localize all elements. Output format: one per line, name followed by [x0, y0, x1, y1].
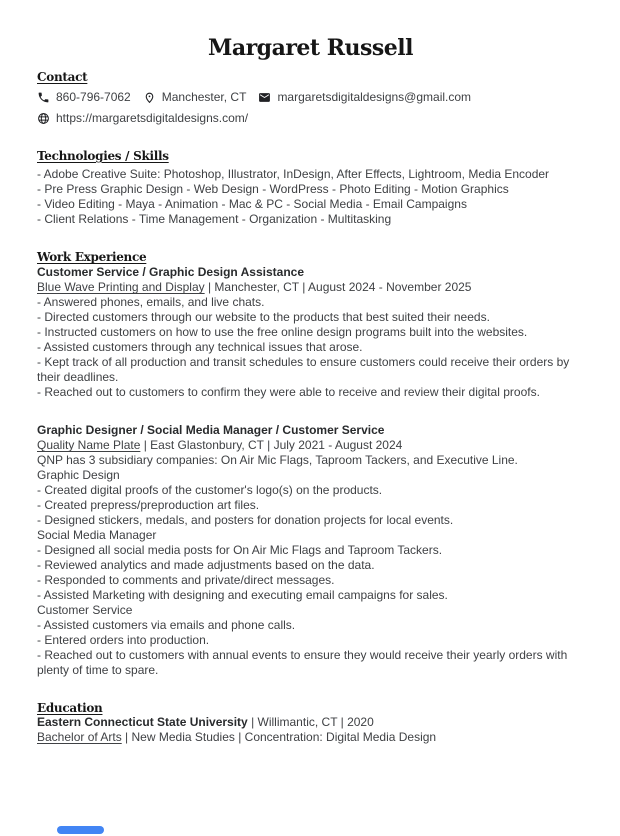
skills-heading: Technologies / Skills — [37, 149, 169, 163]
job-company-line — [37, 438, 584, 453]
job-bullet: - Kept track of all production and transit schedules to ensure customers could receive their orders by their deadlines. — [37, 355, 570, 384]
job-bullet: - Responded to comments and private/direct messages. — [37, 573, 335, 587]
job-bullet: - Designed all social media posts for On Air Mic Flags and Taproom Tackers. — [37, 543, 443, 557]
job-bullet: - Reached out to customers with annual events to ensure they would receive their yearly orders with plenty of time to spare. — [37, 648, 568, 677]
job-meta: | East Glastonbury, CT | July 2021 - August 2024 — [140, 438, 403, 452]
education-degree-link[interactable]: Bachelor of Arts — [37, 730, 122, 744]
job-bullet: - Entered orders into production. — [37, 633, 210, 647]
job-group-label: Customer Service — [37, 603, 133, 617]
contact-phone: 860-796-7062 — [56, 90, 131, 104]
job-bullet: - Reviewed analytics and made adjustments based on the data. — [37, 558, 375, 572]
website-link[interactable]: https://margaretsdigitaldesigns.com/ — [56, 111, 249, 125]
job-bullet: - Instructed customers on how to use the free online design programs built into the websites. — [37, 325, 528, 339]
location-pin-icon — [143, 91, 156, 104]
page-title: Margaret Russell — [207, 35, 413, 61]
job-bullet: - Created prepress/preproduction art files. — [37, 498, 260, 512]
bottom-accent-bar — [57, 826, 104, 834]
contact-location-seg — [143, 89, 247, 105]
job-group-label: Graphic Design — [37, 468, 120, 482]
education-school-line — [37, 715, 584, 730]
job-bullet: - Created digital proofs of the customer's logo(s) on the products. — [37, 483, 383, 497]
phone-icon — [37, 91, 50, 104]
skills-line: - Client Relations - Time Management - Organization - Multitasking — [37, 212, 392, 226]
work-heading: Work Experience — [37, 250, 147, 264]
skills-line: - Video Editing - Maya - Animation - Mac & PC - Social Media - Email Campaigns — [37, 197, 467, 211]
job-bullet: - Designed stickers, medals, and posters for donation projects for local events. — [37, 513, 454, 527]
company-link[interactable]: Blue Wave Printing and Display — [37, 280, 205, 294]
job-bullet: - Assisted Marketing with designing and executing email campaigns for sales. — [37, 588, 448, 602]
education-degree-line — [37, 730, 584, 745]
job-bullet: - Reached out to customers to confirm they were able to receive and review their digital proofs. — [37, 385, 540, 399]
contact-row-2 — [37, 110, 584, 126]
job-bullet: - Answered phones, emails, and live chats. — [37, 295, 265, 309]
education-school: Eastern Connecticut State University — [37, 715, 248, 729]
contact-row-1 — [37, 89, 584, 105]
contact-email-seg — [258, 89, 471, 105]
education-heading: Education — [37, 701, 103, 715]
skills-line: - Adobe Creative Suite: Photoshop, Illustrator, InDesign, After Effects, Lightroom, Media Encoder — [37, 167, 550, 181]
envelope-icon — [258, 91, 271, 104]
education-school-meta: | Willimantic, CT | 2020 — [247, 715, 374, 729]
job-intro: QNP has 3 subsidiary companies: On Air Mic Flags, Taproom Tackers, and Executive Line. — [37, 453, 518, 467]
job-company-line — [37, 280, 584, 295]
job-bullet: - Assisted customers via emails and phone calls. — [37, 618, 296, 632]
job-meta: | Manchester, CT | August 2024 - November 2025 — [204, 280, 472, 294]
skills-list — [37, 167, 584, 227]
job-bullet: - Assisted customers through any technical issues that arose. — [37, 340, 363, 354]
job-group-label: Social Media Manager — [37, 528, 157, 542]
education-degree-meta: | New Media Studies | Concentration: Digital Media Design — [121, 730, 437, 744]
contact-heading: Contact — [37, 70, 88, 84]
contact-email: margaretsdigitaldesigns@gmail.com — [277, 90, 472, 104]
company-link[interactable]: Quality Name Plate — [37, 438, 141, 452]
job-title: Customer Service / Graphic Design Assistance — [37, 265, 304, 279]
job-title: Graphic Designer / Social Media Manager / Customer Service — [37, 423, 385, 437]
resume-page — [0, 34, 620, 836]
skills-line: - Pre Press Graphic Design - Web Design - WordPress - Photo Editing - Motion Graphics — [37, 182, 509, 196]
job-bullet: - Directed customers through our website to the products that best suited their needs. — [37, 310, 490, 324]
contact-location: Manchester, CT — [161, 90, 247, 104]
contact-phone-seg — [37, 89, 131, 105]
globe-icon — [37, 112, 50, 125]
